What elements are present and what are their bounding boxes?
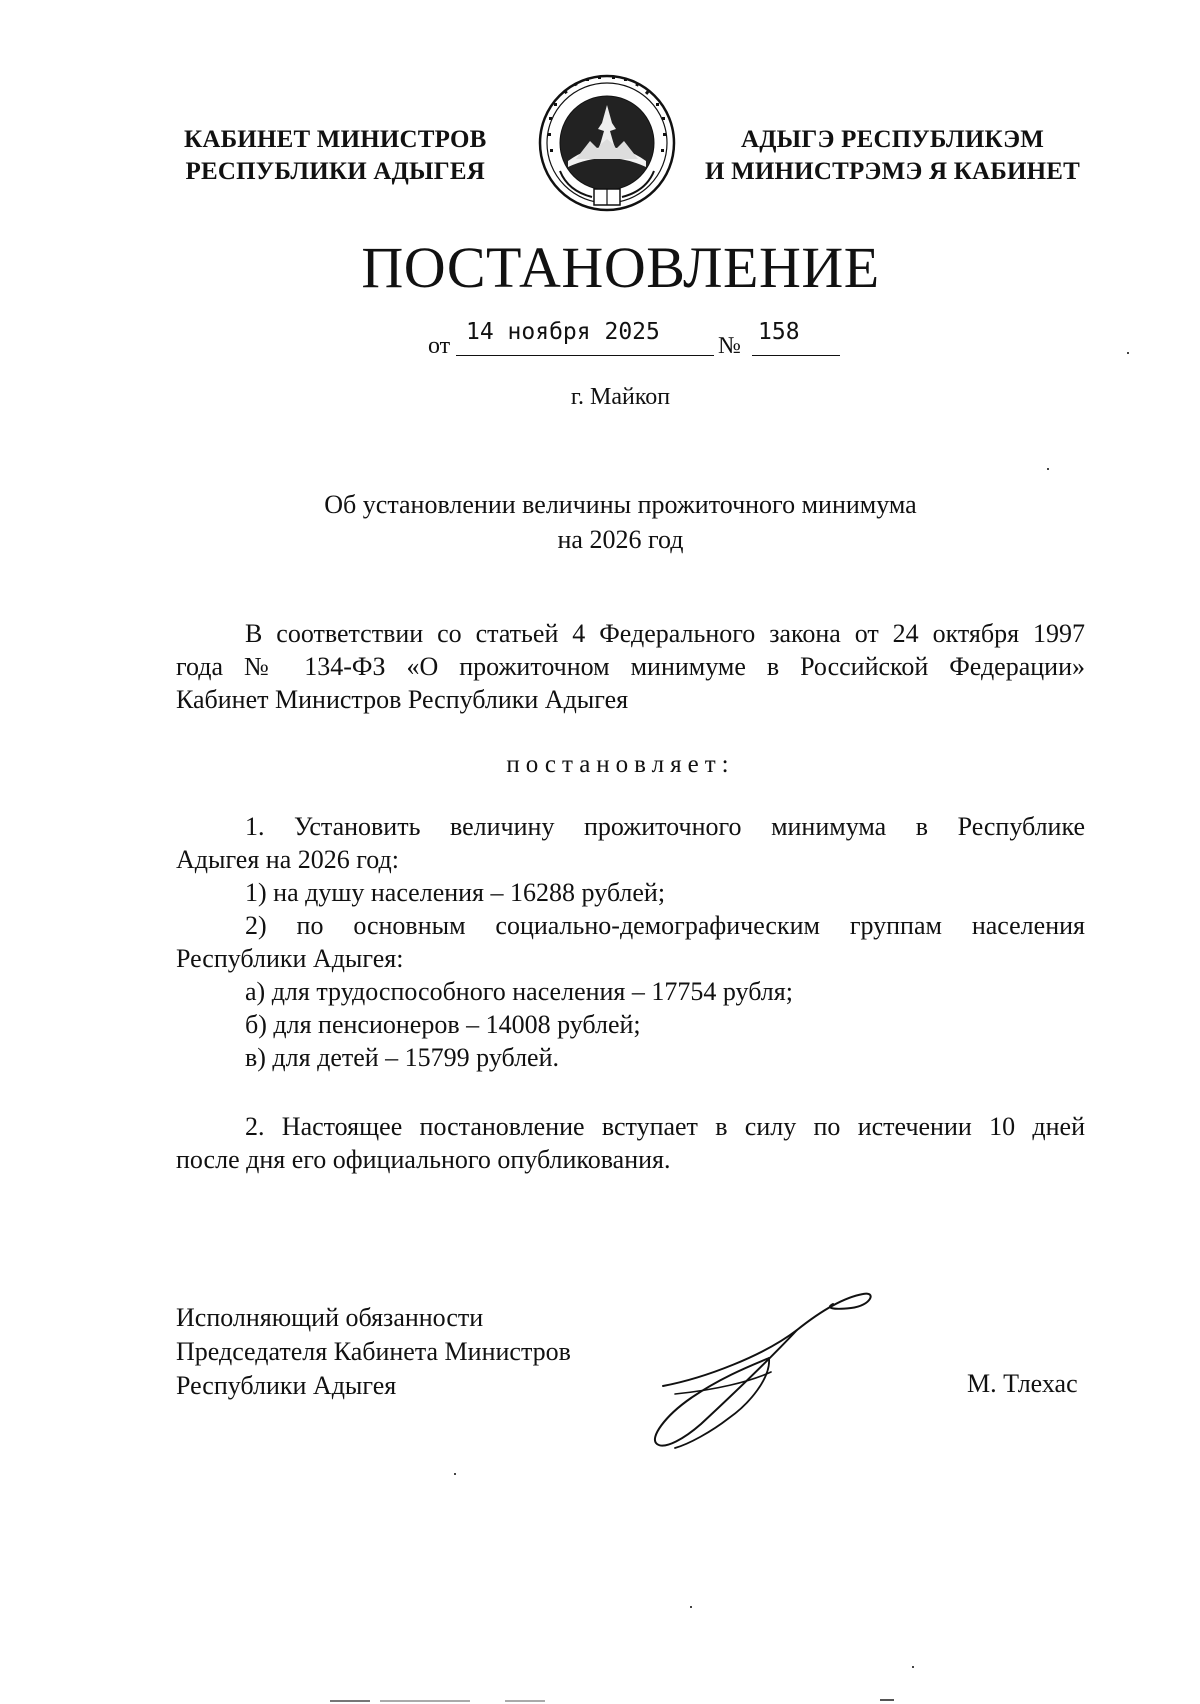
number-value: 158 bbox=[758, 319, 800, 345]
item1-sub2-line1: 2) по основным социально-демографическим группам населения bbox=[245, 911, 1085, 940]
date-underline bbox=[456, 355, 714, 356]
scan-speck bbox=[690, 1606, 692, 1608]
document-subject bbox=[0, 487, 1200, 557]
date-value: 14 ноября 2025 bbox=[466, 319, 660, 345]
scan-speck bbox=[454, 1473, 456, 1475]
item1-sub-b: б) для пенсионеров – 14008 рублей; bbox=[245, 1010, 641, 1039]
scan-artifact bbox=[330, 1700, 370, 1702]
number-label: № bbox=[718, 333, 741, 359]
document-title: ПОСТАНОВЛЕНИЕ bbox=[361, 235, 880, 300]
decree-word: постановляет: bbox=[506, 751, 735, 778]
preamble-paragraph bbox=[176, 617, 1085, 716]
subject-line1: Об установлении величины прожиточного минимума bbox=[324, 490, 917, 519]
number-underline bbox=[752, 355, 840, 356]
preamble-line1: В соответствии со статьей 4 Федерального закона от 24 октября 1997 bbox=[245, 619, 1085, 648]
item1-sub-c: в) для детей – 15799 рублей. bbox=[245, 1043, 560, 1072]
preamble-line2: года № 134-ФЗ «О прожиточном минимуме в Российской Федерации» bbox=[176, 652, 1085, 681]
city-name: г. Майкоп bbox=[570, 384, 671, 410]
scan-artifact bbox=[505, 1700, 545, 1702]
header-right-block bbox=[705, 124, 1080, 188]
item1-paragraph bbox=[176, 810, 1085, 1074]
header-left-line1: КАБИНЕТ МИНИСТРОВ bbox=[184, 126, 487, 153]
header-left-line2: РЕСПУБЛИКИ АДЫГЕЯ bbox=[185, 158, 485, 185]
handwritten-signature-icon bbox=[645, 1286, 875, 1451]
item2-line2: после дня его официального опубликования. bbox=[176, 1145, 671, 1174]
scan-artifact bbox=[380, 1700, 470, 1702]
item1-sub1: 1) на душу населения – 16288 рублей; bbox=[245, 878, 666, 907]
subject-line2: на 2026 год bbox=[557, 525, 684, 554]
item2-line1: 2. Настоящее постановление вступает в силу по истечении 10 дней bbox=[245, 1112, 1085, 1141]
header-right-line1: АДЫГЭ РЕСПУБЛИКЭМ bbox=[740, 126, 1045, 153]
preamble-line3: Кабинет Министров Республики Адыгея bbox=[176, 685, 629, 714]
date-from-label: от bbox=[428, 333, 451, 359]
signatory-title-block bbox=[176, 1301, 571, 1403]
signatory-line2: Председателя Кабинета Министров bbox=[176, 1337, 571, 1366]
item1-line1: 1. Установить величину прожиточного минимума в Республике bbox=[245, 812, 1085, 841]
header-right-line2: И МИНИСТРЭМЭ Я КАБИНЕТ bbox=[705, 158, 1081, 185]
item1-sub2-line2: Республики Адыгея: bbox=[176, 944, 404, 973]
scan-speck bbox=[912, 1666, 914, 1668]
scan-speck bbox=[1127, 352, 1129, 354]
header-left-block bbox=[184, 124, 487, 188]
signatory-line3: Республики Адыгея bbox=[176, 1371, 397, 1400]
scan-artifact bbox=[880, 1699, 894, 1701]
republic-of-adygea-emblem-icon bbox=[538, 71, 676, 216]
item2-paragraph bbox=[176, 1110, 1085, 1176]
signatory-name: М. Тлехас bbox=[967, 1369, 1078, 1398]
item1-sub-a: а) для трудоспособного населения – 17754 рубля; bbox=[245, 977, 793, 1006]
item1-line2: Адыгея на 2026 год: bbox=[176, 845, 399, 874]
signatory-line1: Исполняющий обязанности bbox=[176, 1303, 484, 1332]
scan-speck bbox=[1047, 468, 1049, 470]
